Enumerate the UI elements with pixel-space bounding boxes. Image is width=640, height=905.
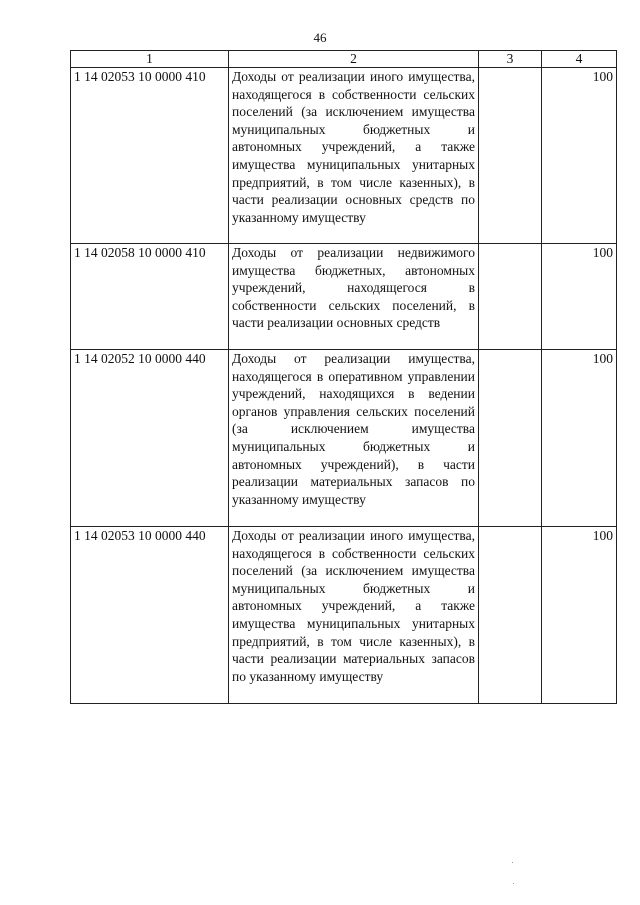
column-3-cell bbox=[479, 527, 542, 704]
table-row bbox=[71, 527, 617, 704]
scan-speck bbox=[513, 883, 514, 884]
column-header-4: 4 bbox=[542, 51, 617, 68]
table-row bbox=[71, 244, 617, 350]
column-header-2: 2 bbox=[229, 51, 479, 68]
amount-cell: 100 bbox=[542, 527, 617, 704]
revenue-code-cell: 1 14 02053 10 0000 440 bbox=[71, 527, 229, 704]
table-row bbox=[71, 68, 617, 244]
column-3-cell bbox=[479, 350, 542, 527]
column-header-3: 3 bbox=[479, 51, 542, 68]
amount-cell: 100 bbox=[542, 244, 617, 350]
revenue-description-cell: Доходы от реализации иного имущества, находящегося в собственности сельских поселений (за исключением имущества муниципальных бюджетных и автономных учреждений, а также имущества муниципальных унитарных предприятий, в том числе казенных), в части реализации основных средств по указанному имуществу bbox=[229, 68, 479, 244]
revenue-code-cell: 1 14 02052 10 0000 440 bbox=[71, 350, 229, 527]
table-header-row bbox=[71, 51, 617, 68]
revenue-code-cell: 1 14 02058 10 0000 410 bbox=[71, 244, 229, 350]
amount-cell: 100 bbox=[542, 68, 617, 244]
page-number: 46 bbox=[313, 30, 327, 45]
revenue-table bbox=[70, 50, 617, 704]
revenue-description-cell: Доходы от реализации недвижимого имущества бюджетных, автономных учреждений, находящегося в собственности сельских поселений, в части реализации основных средств bbox=[229, 244, 479, 350]
column-header-1: 1 bbox=[71, 51, 229, 68]
amount-cell: 100 bbox=[542, 350, 617, 527]
table-row bbox=[71, 350, 617, 527]
revenue-code-cell: 1 14 02053 10 0000 410 bbox=[71, 68, 229, 244]
scan-speck bbox=[512, 862, 513, 863]
revenue-description-cell: Доходы от реализации иного имущества, находящегося в собственности сельских поселений (за исключением имущества муниципальных бюджетных и автономных учреждений, а также имущества муниципальных унитарных предприятий, в том числе казенных), в части реализации материальных запасов по указанному имуществу bbox=[229, 527, 479, 704]
column-3-cell bbox=[479, 244, 542, 350]
revenue-description-cell: Доходы от реализации имущества, находящегося в оперативном управлении учреждений, находящихся в ведении органов управления сельских поселений (за исключением имущества муниципальных бюджетных и автономных учреждений), в части реализации материальных запасов по указанному имуществу bbox=[229, 350, 479, 527]
column-3-cell bbox=[479, 68, 542, 244]
